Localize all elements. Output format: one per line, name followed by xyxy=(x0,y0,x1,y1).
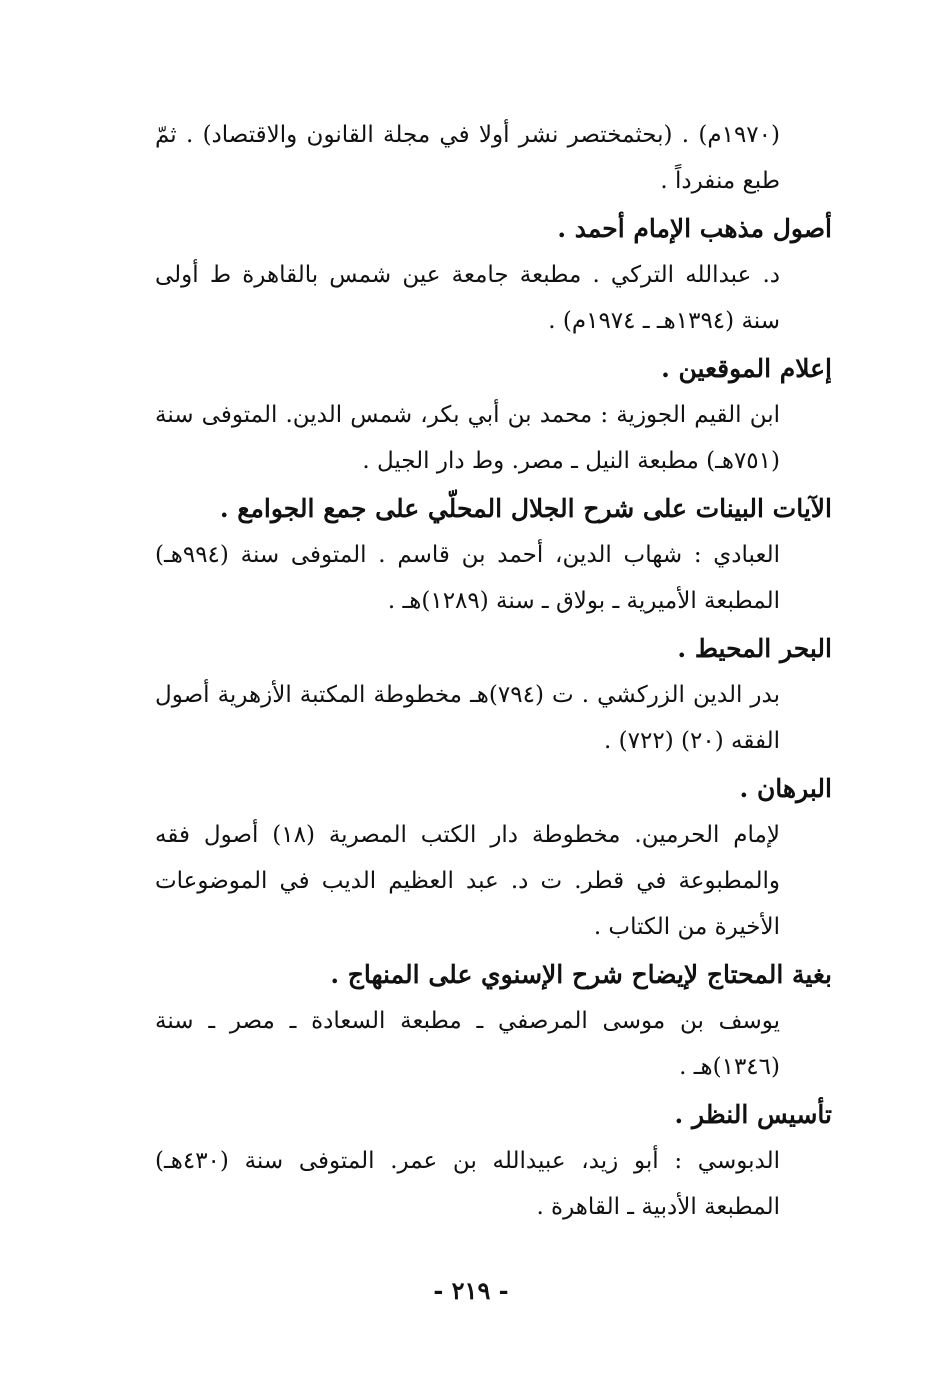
page-content xyxy=(155,112,832,1232)
entry-title: بغية المحتاج لإيضاح شرح الإسنوي على المنهاج . xyxy=(330,960,832,989)
entry-body: الدبوسي : أبو زيد، عبيدالله بن عمر. المتوفى سنة (٤٣٠هـ) المطبعة الأدبية ـ القاهرة . xyxy=(155,1148,780,1220)
entry-body: بدر الدين الزركشي . ت (٧٩٤)هـ مخطوطة المكتبة الأزهرية أصول الفقه (٢٠) (٧٢٢) . xyxy=(155,682,780,754)
entry-title: البرهان . xyxy=(739,774,832,803)
entry-tasis-al-nazar xyxy=(155,1092,832,1230)
entry-title: إعلام الموقعين . xyxy=(661,354,832,383)
entry-al-bahr-al-muhit xyxy=(155,626,832,764)
entry-title: تأسيس النظر . xyxy=(674,1100,832,1129)
entry-body: ابن القيم الجوزية : محمد بن أبي بكر، شمس الدين. المتوفى سنة (٧٥١هـ) مطبعة النيل ـ مصر. وط دار الجيل . xyxy=(155,402,780,474)
entry-body: العبادي : شهاب الدين، أحمد بن قاسم . المتوفى سنة (٩٩٤هـ) المطبعة الأميرية ـ بولاق ـ سنة (١٢٨٩)هـ . xyxy=(155,542,780,614)
entry-al-burhan xyxy=(155,766,832,950)
entry-ilam-al-muwaqqiin xyxy=(155,346,832,484)
entry-body: د. عبدالله التركي . مطبعة جامعة عين شمس بالقاهرة ط أولى سنة (١٣٩٤هـ ـ ١٩٧٤م) . xyxy=(155,262,780,334)
entry-body: يوسف بن موسى المرصفي ـ مطبعة السعادة ـ مصر ـ سنة (١٣٤٦)هـ . xyxy=(155,1008,780,1080)
entry-title: أصول مذهب الإمام أحمد . xyxy=(557,214,832,243)
continuation-text: (١٩٧٠م) . (بحثمختصر نشر أولا في مجلة القانون والاقتصاد) . ثمّ طبع منفرداً . xyxy=(155,122,780,194)
entry-bughyat-al-muhtaj xyxy=(155,952,832,1090)
entry-al-ayat-al-bayyinat xyxy=(155,486,832,624)
entry-body: لإمام الحرمين. مخطوطة دار الكتب المصرية (١٨) أصول فقه والمطبوعة في قطر. ت د. عبد العظيم الديب في الموضوعات الأخيرة من الكتاب . xyxy=(155,822,780,940)
entry-title: البحر المحيط . xyxy=(677,634,832,663)
entry-title: الآيات البينات على شرح الجلال المحلّي على جمع الجوامع . xyxy=(219,494,832,523)
page-number: - ٢١٩ - xyxy=(433,1276,509,1305)
entry-ahmad-madhhab xyxy=(155,206,832,344)
